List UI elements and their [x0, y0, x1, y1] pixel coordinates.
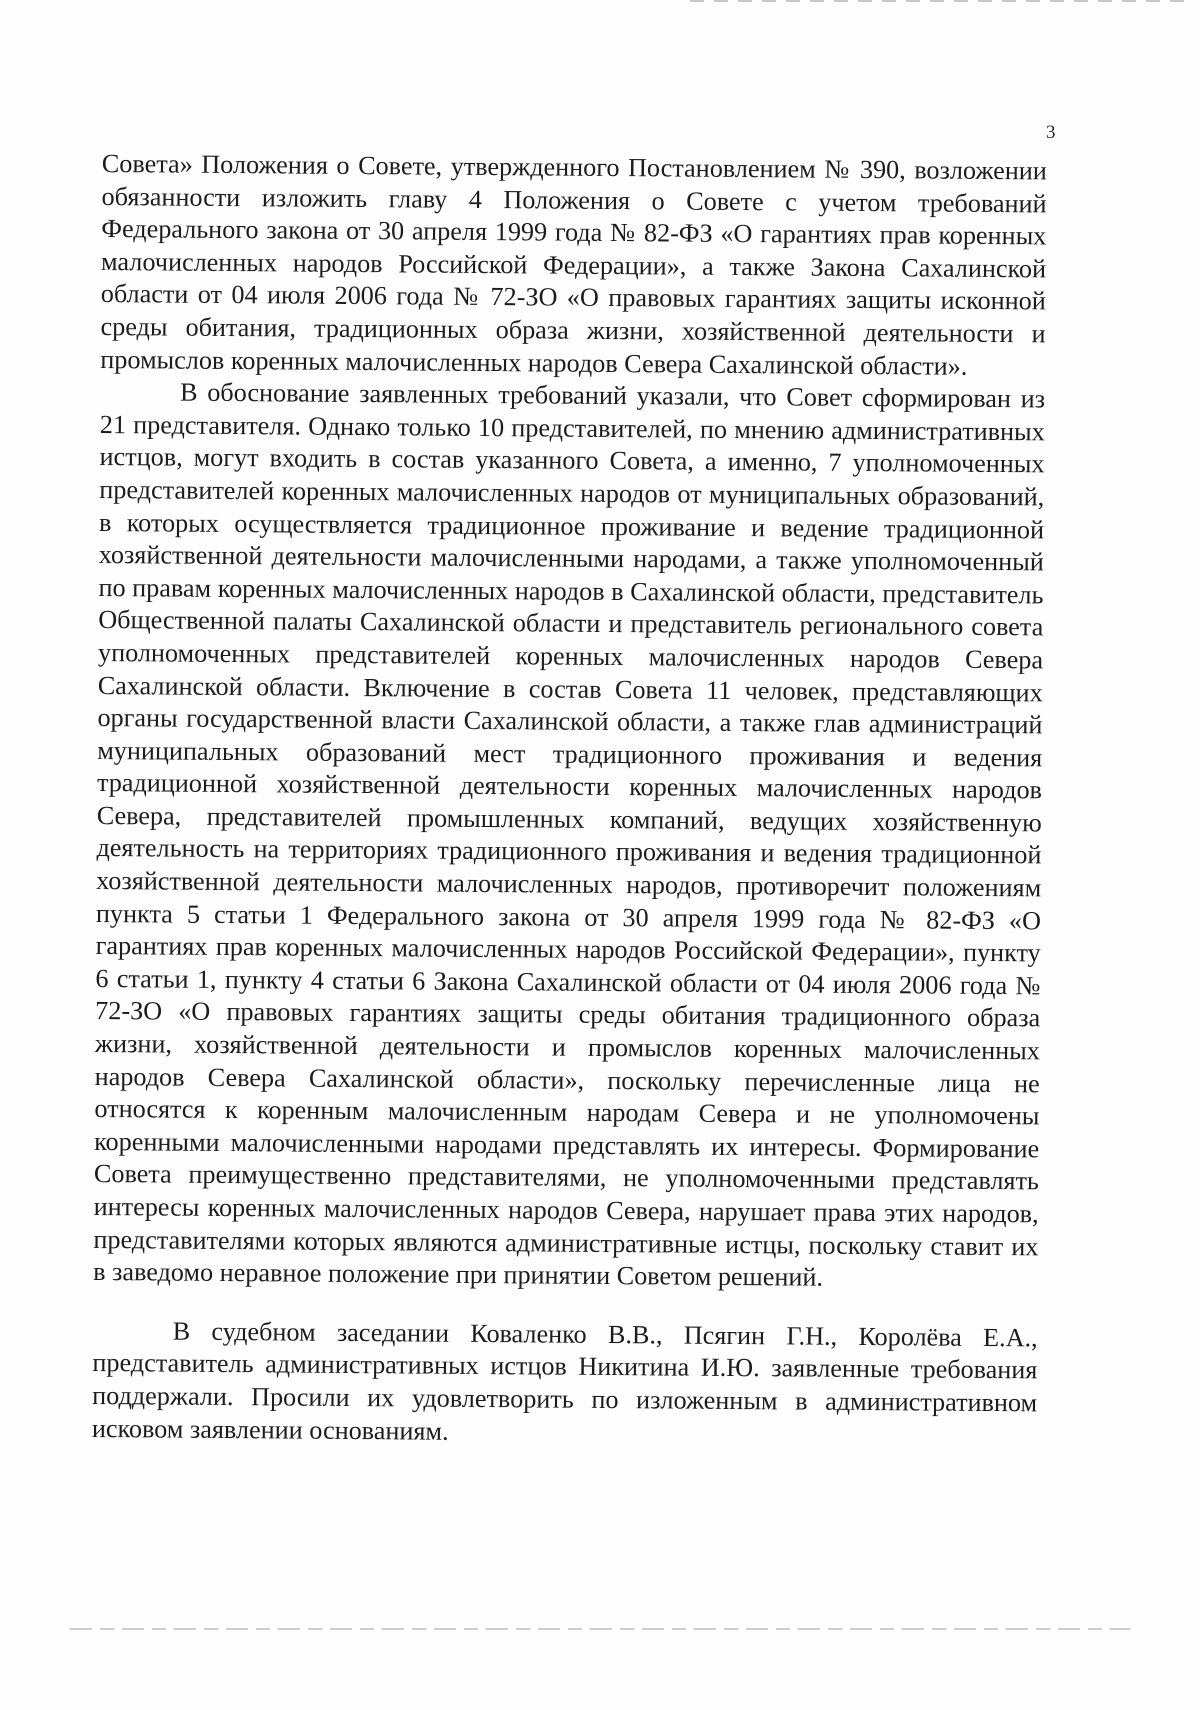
scan-edge-top [690, 0, 1190, 2]
document-body [92, 148, 1047, 1453]
page-number: 3 [1046, 122, 1056, 143]
paragraph-justification: В обоснование заявленных требований указали, что Совет сформирован из 21 представителя. Однако только 10 представителей, по мнению административных истцов, могут входить в состав указанного Совета, а именно, 7 уполномоченных представителей коренных малочисленных народов от муниципальных образований, в которых осуществляется традиционное проживание и ведение традиционной хозяйственной деятельности малочисленными народами, а также уполномоченный по правам коренных малочисленных народов в Сахалинской области, представитель Общественной палаты Сахалинской области и представитель регионального совета уполномоченных представителей коренных малочисленных народов Севера Сахалинской области. Включение в состав Совета 11 человек, представляющих органы государственной власти Сахалинской области, а также глав администраций муниципальных образований мест традиционного проживания и ведения традиционной хозяйственной деятельности коренных малочисленных народов Севера, представителей промышленных компаний, ведущих хозяйственную деятельность на территориях традиционного проживания и ведения традиционной хозяйственной деятельности малочисленных народов, противоречит положениям пункта 5 статьи 1 Федерального закона от 30 апреля 1999 года № 82-ФЗ «О гарантиях прав коренных малочисленных народов Российской Федерации», пункту 6 статьи 1, пункту 4 статьи 6 Закона Сахалинской области от 04 июля 2006 года № 72-ЗО «О правовых гарантиях защиты среды обитания традиционного образа жизни, хозяйственной деятельности и промыслов коренных малочисленных народов Севера Сахалинской области», поскольку перечисленные лица не относятся к коренным малочисленным народам Севера и не уполномочены коренными малочисленными народами представлять их интересы. Формирование Совета преимущественно представителями, не уполномоченными представлять интересы коренных малочисленных народов Севера, нарушает права этих народов, представителями которых являются административные истцы, поскольку ставит их в заведомо неравное положение при принятии Советом решений. [93, 377, 1046, 1292]
paragraph-hearing: В судебном заседании Коваленко В.В., Псягин Г.Н., Королёва Е.А., представитель административных истцов Никитина И.Ю. заявленные требования поддержали. Просили их удовлетворить по изложенным в административном исковом заявлении основаниям. [91, 1316, 1038, 1446]
scan-edge-bottom [70, 1628, 1130, 1630]
paragraph-continuation: Совета» Положения о Совете, утвержденного Постановлением № 390, возложении обязанности изложить главу 4 Положения о Совете с учетом требований Федерального закона от 30 апреля 1999 года № 82-ФЗ «О гарантиях прав коренных малочисленных народов Российской Федерации», а также Закона Сахалинской области от 04 июля 2006 года № 72-ЗО «О правовых гарантиях защиты исконной среды обитания, традиционных образа жизни, хозяйственной деятельности и промыслов коренных малочисленных народов Севера Сахалинской области». [100, 148, 1047, 381]
